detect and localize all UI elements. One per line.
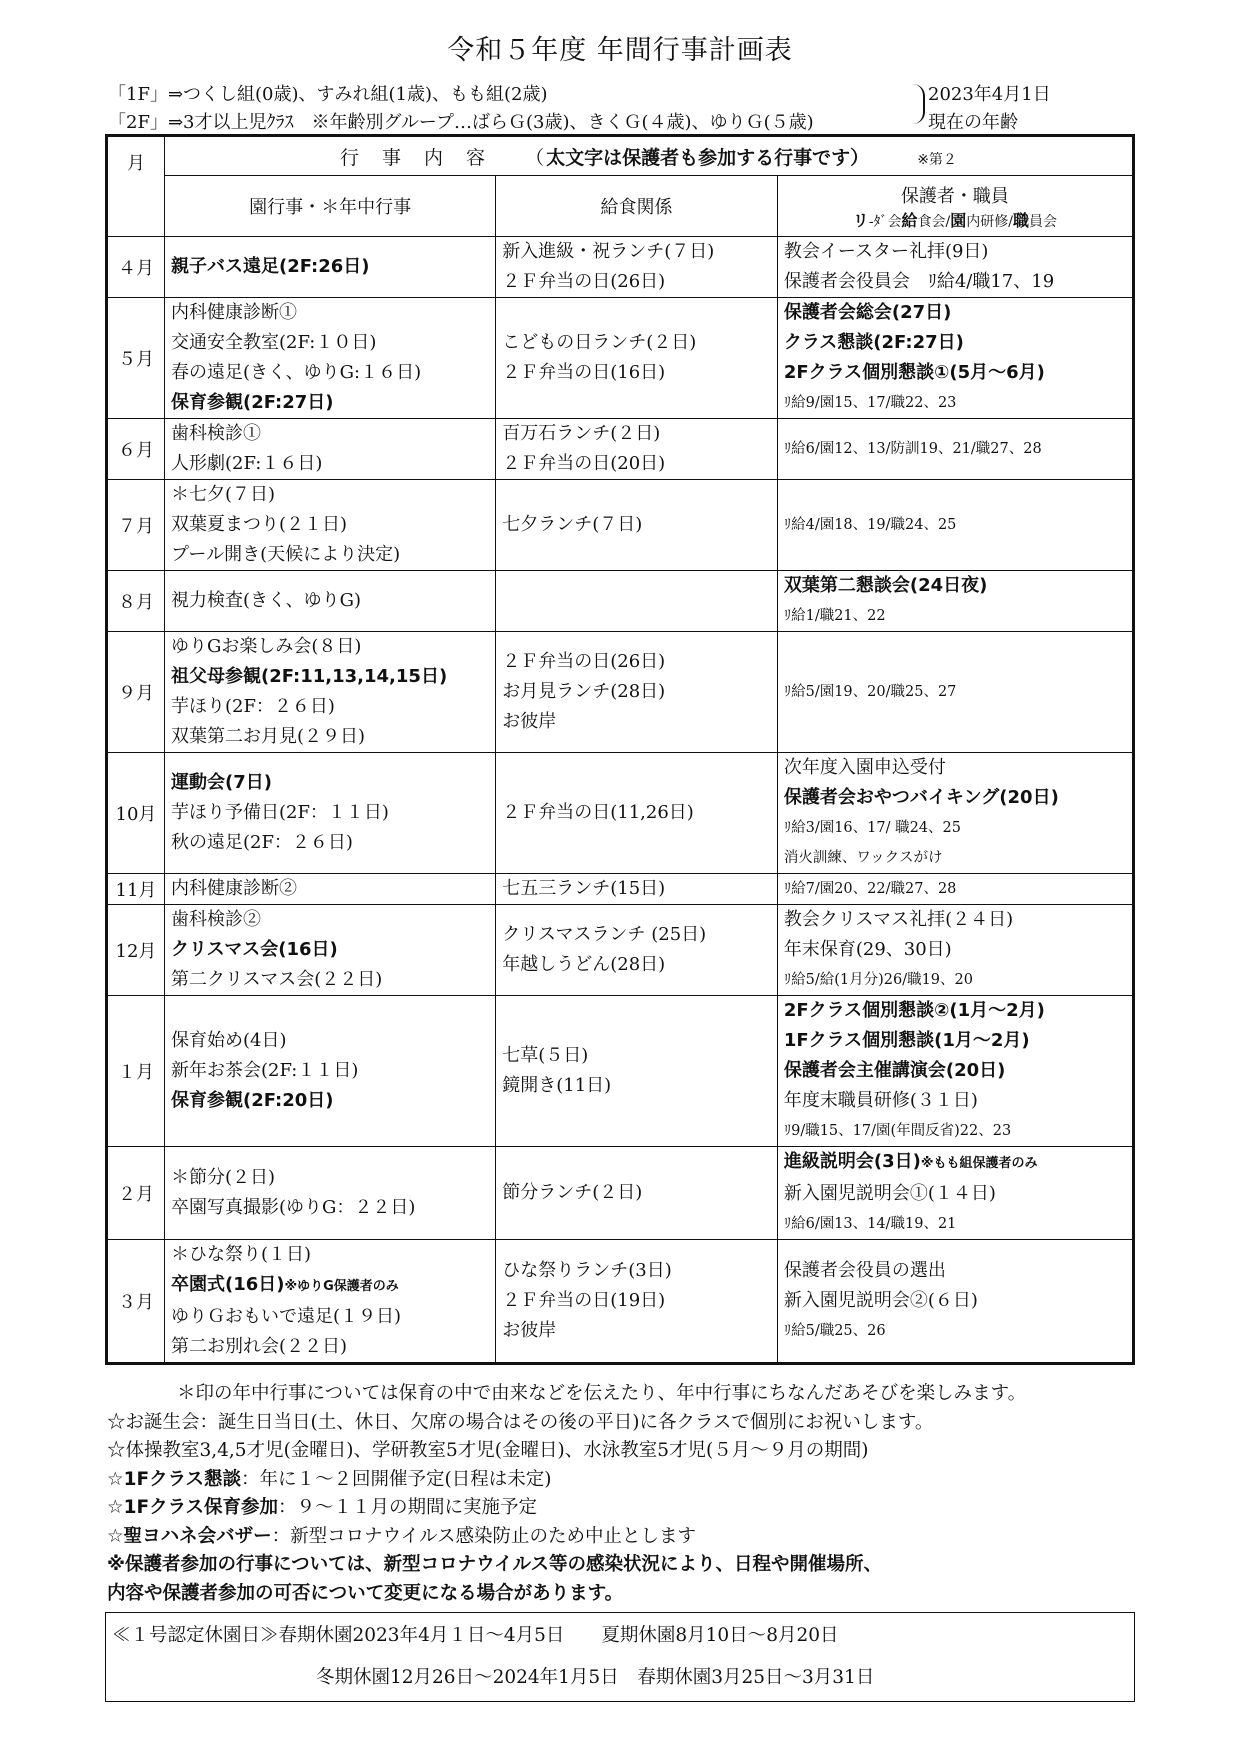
table-row [107,632,1134,753]
event-text: ﾘ給7/園20、22/職27、28 [783,881,957,897]
event-text: 内科健康診断② [170,878,297,899]
event-text: 双葉第二お月見(２９日) [170,726,366,747]
event-note: ※もも組保護者のみ [920,1156,1038,1171]
event-text: 保護者会主催講演会(20日) [783,1060,1006,1081]
note-line [107,1523,1147,1552]
table-row [107,419,1134,480]
event-line [502,1041,771,1071]
event-text: 七五三ランチ(15日) [502,878,666,899]
event-text: ﾘ給6/園13、14/職19、21 [783,1216,957,1232]
event-line [784,267,1126,297]
staff-cell [777,571,1133,632]
event-line [784,237,1126,267]
event-line [784,1056,1126,1086]
event-line [784,1209,1126,1239]
col-c-legend-part: 園 [950,210,967,230]
note-line [107,1466,1147,1495]
table-row [107,905,1134,996]
event-text: 新入進級・祝ランチ(７日) [502,241,715,262]
event-text: 節分ランチ(２日) [502,1182,643,1203]
note-line [107,1580,1147,1609]
event-text: 保育参観(2F:20日) [170,1090,334,1111]
event-text: 消火訓練、ワックスがけ [783,850,943,866]
event-line [171,828,489,858]
note-bold: ☆1Fクラス懇談 [107,1468,242,1490]
schedule-table [105,134,1135,1365]
event-text: 新入園児説明会①(１４日) [783,1183,996,1204]
note-bold: 内容や保護者参加の可否について変更になる場合があります。 [107,1582,624,1604]
note-text: ☆お誕生会：誕生日当日(土、休日、欠席の場合はその後の平日)に各クラスで個別にお祝いします。 [107,1411,934,1433]
event-text: ２Ｆ弁当の日(26日) [502,271,666,292]
staff-cell [777,1240,1133,1364]
event-text: 親子バス遠足(2F:26日) [170,256,370,277]
event-line [171,510,489,540]
event-text: 七草(５日) [502,1045,589,1066]
event-text: 年越しうどん(28日) [502,954,666,975]
event-line [171,874,489,904]
event-line [171,449,489,479]
event-line [502,798,771,828]
event-line [171,1056,489,1086]
event-line [502,1071,771,1101]
event-line [171,692,489,722]
staff-cell [777,905,1133,996]
table-row [107,298,1134,419]
event-text: 2Fクラス個別懇談②(1月～2月) [783,1000,1045,1021]
event-line [784,1286,1126,1316]
table-row [107,874,1134,905]
event-line [784,1147,1126,1179]
note-line [107,1494,1147,1523]
month-cell: ３月 [107,1240,165,1364]
page-title: 令和５年度 年間行事計画表 [447,35,793,66]
event-line [171,1332,489,1362]
event-line [502,707,771,737]
events-cell [164,632,495,753]
event-line [784,1316,1126,1346]
event-line [171,540,489,570]
staff-cell [777,1147,1133,1240]
event-line [171,935,489,965]
col-c-legend-part: 職 [1013,210,1030,230]
note-line [107,1551,1147,1580]
month-cell: ６月 [107,419,165,480]
event-text: 教会クリスマス礼拝(２４日) [783,909,1014,930]
event-line [784,996,1126,1026]
event-line [784,1179,1126,1209]
meal-cell [496,874,778,905]
event-line [784,965,1126,995]
meal-cell [496,996,778,1147]
event-line [784,1026,1126,1056]
event-line [502,647,771,677]
event-text: ＊七夕(７日) [170,484,276,505]
meal-cell [496,480,778,571]
event-text: ゆりGお楽しみ会(８日) [170,636,362,657]
event-line [784,677,1126,707]
month-cell: 10月 [107,753,165,874]
events-cell [164,874,495,905]
note-text: ：新型コロナウイルス感染防止のため中止とします [271,1525,696,1547]
event-text: 2Fクラス個別懇談①(5月～6月) [783,362,1045,383]
event-text: ﾘ給1/職21、22 [783,608,886,624]
event-line [502,419,771,449]
month-cell: ７月 [107,480,165,571]
event-line [784,783,1126,813]
event-note: ※ゆりG保護者のみ [284,1279,399,1294]
event-line [502,237,771,267]
month-cell: ２月 [107,1147,165,1240]
event-text: 次年度入園申込受付 [783,757,946,778]
main-header [164,136,1133,176]
event-text: ﾘ給3/園16、17/ 職24、25 [783,820,962,836]
event-text: プール開き(天候により決定) [170,544,401,565]
month-cell: 11月 [107,874,165,905]
event-line [784,813,1126,843]
event-line [784,434,1126,464]
event-line [784,1086,1126,1116]
event-line [171,1086,489,1116]
events-cell [164,905,495,996]
note-line [107,1437,1147,1466]
col-c-legend-part: 員会 [1029,213,1058,230]
event-line [502,920,771,950]
base-date: 2023年4月1日 [928,84,1051,105]
table-row [107,571,1134,632]
event-line [784,843,1126,873]
event-text: 百万石ランチ(２日) [502,423,661,444]
col-a-header: 園行事・＊年中行事 [164,176,495,237]
event-text: 保護者会総会(27日) [783,302,952,323]
event-text: 年度末職員研修(３１日) [783,1090,978,1111]
events-cell [164,753,495,874]
event-text: ひな祭りランチ(3日) [502,1260,672,1281]
event-text: ﾘ給6/園12、13/防訓19、21/職27、28 [783,441,1042,457]
table-row [107,753,1134,874]
event-text: 鏡開き(11日) [502,1075,612,1096]
event-line [171,1270,489,1302]
event-line [171,298,489,328]
events-cell [164,419,495,480]
event-text: 交通安全教室(2F:１０日) [170,332,377,353]
event-text: 保育参観(2F:27日) [170,392,334,413]
staff-cell [777,480,1133,571]
event-text: ２Ｆ弁当の日(11,26日) [502,802,694,823]
event-line [171,632,489,662]
meal-cell [496,905,778,996]
event-line [502,1256,771,1286]
main-header-bold: 太文字 [546,146,604,169]
event-text: 春の遠足(きく、ゆりG:１６日) [170,362,422,383]
event-text: 秋の遠足(2F：２６日) [170,832,353,853]
event-text: 新年お茶会(2F:１１日) [170,1060,359,1081]
event-text: 内科健康診断① [170,302,297,323]
event-line [502,449,771,479]
event-line [784,571,1126,601]
event-line [171,328,489,358]
event-line [784,388,1126,418]
table-row [107,1240,1134,1364]
event-text: ﾘ9/職15、17/園(年間反省)22、23 [783,1123,1012,1139]
event-text: 保護者会役員会 ﾘ給4/職17、19 [783,271,1055,292]
note-text: ＊印の年中行事については保育の中で由来などを伝えたり、年中行事にちなんだあそびを楽しみます。 [177,1383,1027,1404]
event-line [784,753,1126,783]
col-c-legend-part: リ [852,210,869,230]
event-line [171,722,489,752]
event-text: 年末保育(29、30日) [783,939,952,960]
note-bold: ※保護者参加の行事については、新型コロナウイルス等の感染状況により、日程や開催場所、 [107,1554,883,1575]
holiday-line-2: 冬期休園12月26日～2024年1月5日 春期休園3月25日～3月31日 [316,1667,875,1688]
staff-cell [777,298,1133,419]
notes-section [107,1380,1147,1608]
event-text: ゆりＧおもいで遠足(１９日) [170,1306,402,1327]
event-line [784,1256,1126,1286]
staff-cell [777,237,1133,298]
event-text: ２Ｆ弁当の日(26日) [502,651,666,672]
event-line [171,388,489,418]
events-cell [164,1240,495,1364]
event-text: 卒園式(16日) [170,1274,285,1295]
event-text: ﾘ給5/園19、20/職25、27 [783,684,957,700]
event-text: ＊節分(２日) [170,1167,276,1188]
event-text: 保護者会おやつバイキング(20日) [783,787,1059,808]
event-line [502,950,771,980]
note-text: ：９～１１月の期間に実施予定 [278,1497,538,1518]
table-row [107,237,1134,298]
event-text: ＊ひな祭り(１日) [170,1244,312,1265]
note-text: ：年に１～２回開催予定(日程は未定) [241,1468,552,1490]
meal-cell [496,419,778,480]
month-cell: ４月 [107,237,165,298]
events-cell [164,996,495,1147]
event-line [784,874,1126,904]
event-text: 人形劇(2F:１６日) [170,453,323,474]
col-c-title: 保護者・職員 [900,185,1009,207]
events-cell [164,237,495,298]
events-cell [164,480,495,571]
event-text: 第二クリスマス会(２２日) [170,969,383,990]
staff-cell [777,632,1133,753]
main-header-label: 行 事 内 容 [340,146,488,169]
event-text: 双葉第二懇談会(24日夜) [783,575,988,596]
event-line [502,1286,771,1316]
event-text: 運動会(7日) [170,772,272,793]
event-text: ﾘ給9/園15、17/職22、23 [783,395,957,411]
month-cell: 12月 [107,905,165,996]
main-header-open: （ [525,146,547,169]
event-line [171,662,489,692]
event-text: 保育始め(4日) [170,1030,287,1051]
note-line [107,1380,1147,1409]
staff-cell [777,753,1133,874]
event-text: お彼岸 [502,711,557,732]
event-line [171,798,489,828]
holiday-box [105,1612,1135,1702]
col-c-header [777,176,1133,237]
col-c-legend [784,208,1126,231]
event-line [784,905,1126,935]
bracket-mark [913,84,925,124]
month-cell: ５月 [107,298,165,419]
event-line [171,1163,489,1193]
events-cell [164,571,495,632]
event-line [784,510,1126,540]
event-text: 七夕ランチ(７日) [502,514,643,535]
staff-cell [777,419,1133,480]
event-text: 歯科検診① [170,423,261,444]
event-line [502,267,771,297]
events-cell [164,1147,495,1240]
event-text: ﾘ給5/給(1月分)26/職19、20 [783,972,973,988]
event-line [784,601,1126,631]
meal-cell [496,1147,778,1240]
col-c-legend-part: 給 [901,210,918,230]
event-line [171,1026,489,1056]
meal-cell [496,237,778,298]
main-header-note: は保護者も参加する行事です） [603,146,870,169]
event-line [784,935,1126,965]
event-line [171,480,489,510]
event-text: クラス懇談(2F:27日) [783,332,964,353]
legend-1f: 「1F」⇒つくし組(0歳)、すみれ組(1歳)、もも組(2歳) [108,84,548,105]
event-text: クリスマスランチ (25日) [502,924,707,945]
event-text: ２Ｆ弁当の日(19日) [502,1290,666,1311]
event-line [171,358,489,388]
main-header-extra: ※第２ [917,151,957,168]
meal-cell [496,571,778,632]
event-line [171,1193,489,1223]
event-line [784,328,1126,358]
event-line [171,1240,489,1270]
event-line [502,677,771,707]
col-c-legend-part: 内研修/ [966,213,1014,230]
note-line [107,1409,1147,1438]
event-text: ﾘ給5/職25、26 [783,1323,886,1339]
meal-cell [496,1240,778,1364]
schedule-body [107,237,1134,1364]
event-text: こどもの日ランチ(２日) [502,332,697,353]
event-text: 祖父母参観(2F:11,13,14,15日) [170,666,448,687]
event-line [784,358,1126,388]
event-text: 新入園児説明会②(６日) [783,1290,978,1311]
event-line [502,874,771,904]
col-c-legend-part: 食会/ [917,213,951,230]
event-line [502,1316,771,1346]
event-line [784,1116,1126,1146]
event-line [502,328,771,358]
month-header: 月 [107,136,165,237]
event-text: 第二お別れ会(２２日) [170,1336,348,1357]
event-line [171,965,489,995]
event-line [171,768,489,798]
event-line [171,419,489,449]
month-cell: １月 [107,996,165,1147]
event-text: 歯科検診② [170,909,261,930]
note-bold: ☆1Fクラス保育参加 [107,1497,279,1518]
staff-cell [777,874,1133,905]
meal-cell [496,753,778,874]
event-text: 進級説明会(3日) [783,1151,921,1172]
event-text: 卒園写真撮影(ゆりG：２２日) [170,1197,416,1218]
meal-cell [496,632,778,753]
event-text: 視力検査(きく、ゆりG) [170,590,362,611]
table-row [107,480,1134,571]
event-line [502,510,771,540]
event-line [171,586,489,616]
table-row [107,996,1134,1147]
event-text: ２Ｆ弁当の日(16日) [502,362,666,383]
event-text: 教会イースター礼拝(9日) [783,241,989,262]
base-date-note: 現在の年齢 [928,112,1018,133]
event-line [171,1302,489,1332]
event-text: クリスマス会(16日) [170,939,338,960]
event-line [502,1178,771,1208]
staff-cell [777,996,1133,1147]
event-line [784,298,1126,328]
event-text: ２Ｆ弁当の日(20日) [502,453,666,474]
event-text: 芋ほり予備日(2F：１１日) [170,802,389,823]
holiday-line-1: ≪１号認定休園日≫春期休園2023年4月１日～4月5日 夏期休園8月10日～8月20日 [112,1625,839,1646]
event-text: 双葉夏まつり(２１日) [170,514,348,535]
col-c-legend-part: -ﾀﾞ会 [868,213,902,230]
event-text: お月見ランチ(28日) [502,681,666,702]
note-bold: ☆聖ヨハネ会バザー [107,1525,272,1547]
event-line [171,905,489,935]
legend-2f: 「2F」⇒3才以上児ｸﾗｽ ※年齢別グループ…ばらＧ(3歳)、きくＧ(４歳)、ゆりＧ(５歳) [108,112,814,133]
events-cell [164,298,495,419]
event-text: 芋ほり(2F：２６日) [170,696,335,717]
month-cell: ９月 [107,632,165,753]
event-text: 1Fクラス個別懇談(1月～2月) [783,1030,1030,1051]
col-b-header: 給食関係 [496,176,778,237]
event-line [502,358,771,388]
event-line [171,252,489,282]
table-row [107,1147,1134,1240]
event-text: お彼岸 [502,1320,557,1341]
month-cell: ８月 [107,571,165,632]
event-text: 保護者会役員の選出 [783,1260,946,1281]
note-text: ☆体操教室3,4,5才児(金曜日)、学研教室5才児(金曜日)、水泳教室5才児(５月～９月の期間) [107,1440,869,1461]
event-text: ﾘ給4/園18、19/職24、25 [783,517,957,533]
meal-cell [496,298,778,419]
